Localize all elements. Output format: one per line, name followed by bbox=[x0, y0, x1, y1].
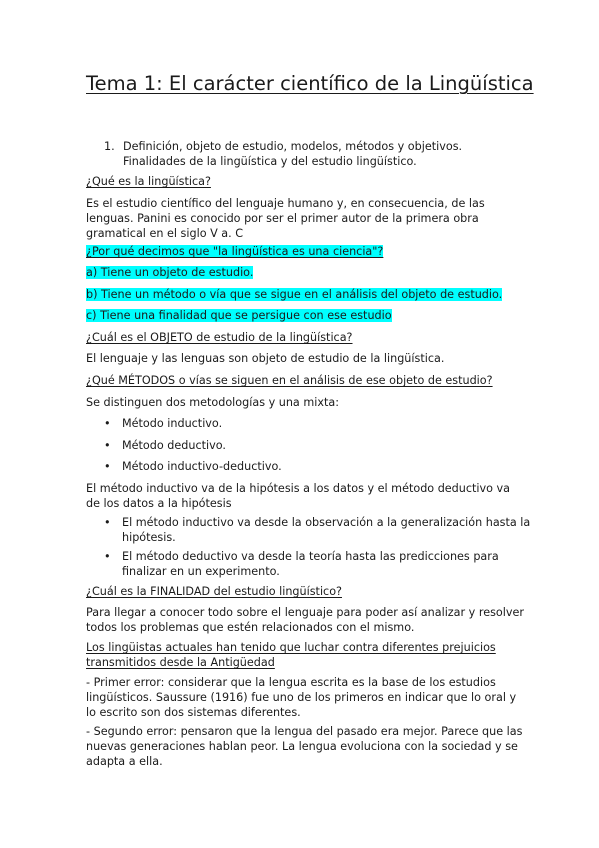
bullet: • bbox=[104, 460, 111, 473]
bullet: • bbox=[104, 516, 111, 529]
answer-c: c) Tiene una finalidad que se persigue con ese estudio bbox=[86, 309, 392, 322]
list-item-text: El método inductivo va desde la observación a la generalización hasta la hipótesis. bbox=[122, 516, 531, 544]
question-methods: ¿Qué MÉTODOS o vías se siguen en el análisis de ese objeto de estudio? bbox=[86, 374, 493, 387]
list-number: 1. bbox=[104, 140, 115, 153]
paragraph-second-error: - Segundo error: pensaron que la lengua del pasado era mejor. Parece que las nuevas generaciones hablan peor. La lengua evoluciona con la sociedad y se adapta a ella. bbox=[86, 725, 523, 768]
bullet: • bbox=[104, 439, 111, 452]
question-what-is-linguistics: ¿Qué es la lingüística? bbox=[86, 175, 211, 188]
list-item-text: Definición, objeto de estudio, modelos, métodos y objetivos. Finalidades de la lingüística y del estudio lingüístico. bbox=[123, 140, 463, 168]
list-item-text: Método inductivo-deductivo. bbox=[122, 460, 282, 473]
question-why-science: ¿Por qué decimos que "la lingüística es una ciencia"? bbox=[86, 245, 384, 258]
document-title: Tema 1: El carácter científico de la Lingüística bbox=[86, 72, 534, 95]
paragraph-definition: Es el estudio científico del lenguaje humano y, en consecuencia, de las lenguas. Panini es conocido por ser el primer autor de la primera obra gramatical en el siglo V a. C bbox=[86, 197, 485, 240]
list-item-text: El método deductivo va desde la teoría hasta las predicciones para finalizar en un experimento. bbox=[122, 550, 499, 578]
list-item-text: Método deductivo. bbox=[122, 439, 226, 452]
bullet: • bbox=[104, 417, 111, 430]
paragraph-purpose: Para llegar a conocer todo sobre el lenguaje para poder así analizar y resolver todos los problemas que estén relacionados con el mismo. bbox=[86, 606, 524, 634]
paragraph-object: El lenguaje y las lenguas son objeto de estudio de la lingüística. bbox=[86, 352, 445, 365]
paragraph-methods-intro: Se distinguen dos metodologías y una mixta: bbox=[86, 396, 339, 409]
paragraph-first-error: - Primer error: considerar que la lengua escrita es la base de los estudios lingüísticos. Saussure (1916) fue uno de los primeros en indicar que lo oral y lo escrito son dos sistemas diferentes. bbox=[86, 676, 517, 719]
answer-b: b) Tiene un método o vía que se sigue en el análisis del objeto de estudio. bbox=[86, 288, 503, 301]
paragraph-method-directions: El método inductivo va de la hipótesis a los datos y el método deductivo va de los datos a la hipótesis bbox=[86, 482, 511, 510]
list-item-text: Método inductivo. bbox=[122, 417, 223, 430]
answer-a: a) Tiene un objeto de estudio. bbox=[86, 266, 254, 279]
bullet: • bbox=[104, 550, 111, 563]
question-object: ¿Cuál es el OBJETO de estudio de la lingüística? bbox=[86, 331, 353, 344]
heading-prejudices: Los lingüistas actuales han tenido que luchar contra diferentes prejuicios transmitidos desde la Antigüedad bbox=[86, 641, 496, 669]
question-purpose: ¿Cuál es la FINALIDAD del estudio lingüístico? bbox=[86, 585, 342, 598]
